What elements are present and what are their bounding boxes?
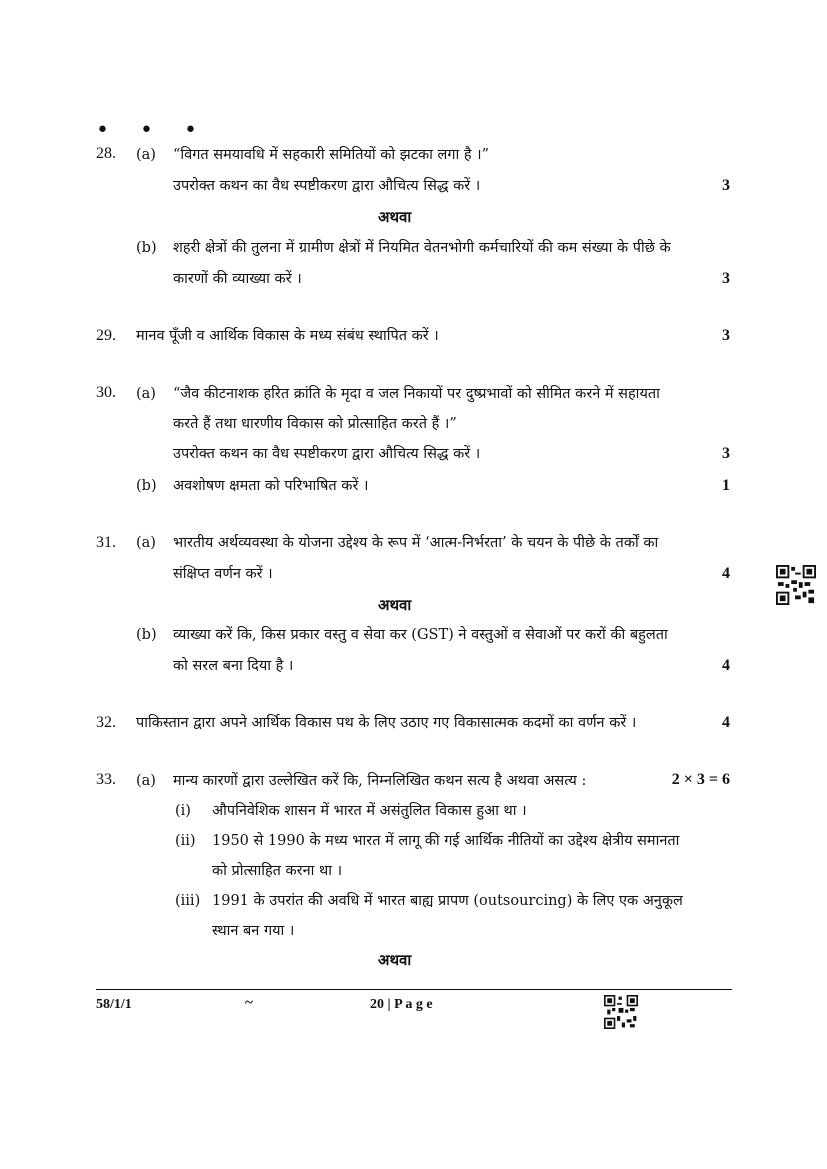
q30-a-label: (a) xyxy=(136,386,156,402)
q29-text: मानव पूँजी व आर्थिक विकास के मध्य संबंध स्थापित करें । xyxy=(136,328,439,344)
q31-a-label: (a) xyxy=(136,535,156,551)
question-number-29: 29. xyxy=(96,327,116,344)
q33-item-label: (i) xyxy=(175,803,191,819)
question-number-33: 33. xyxy=(96,771,116,788)
q30-b-label: (b) xyxy=(136,478,157,494)
q28-b-marks: 3 xyxy=(722,270,730,287)
q32-marks: 4 xyxy=(722,714,730,731)
q28-a-label: (a) xyxy=(136,147,156,163)
q31-a-line2: संक्षिप्त वर्णन करें । xyxy=(173,566,273,582)
q31-a-line1: भारतीय अर्थव्यवस्था के योजना उद्देश्य के रूप में ‘आत्म-निर्भरता’ के चयन के पीछे के तर्कों का xyxy=(173,535,659,551)
q30-a-line3: उपरोक्त कथन का वैध स्पष्टीकरण द्वारा औचित्य सिद्ध करें । xyxy=(173,446,481,462)
q28-a-marks: 3 xyxy=(722,177,730,194)
q28-b-label: (b) xyxy=(136,240,157,256)
q28-or-label: अथवा xyxy=(378,208,412,226)
q30-b-marks: 1 xyxy=(722,477,730,494)
q33-a-marks: 2 × 3 = 6 xyxy=(671,771,730,788)
q33-item-line2: स्थान बन गया । xyxy=(212,923,295,939)
q28-b-line2: कारणों की व्याख्या करें । xyxy=(173,271,302,287)
q31-b-line1: व्याख्या करें कि, किस प्रकार वस्तु व सेवा कर (GST) ने वस्तुओं व सेवाओं पर करों की बहुलता xyxy=(173,627,668,643)
q28-b-line1: शहरी क्षेत्रों की तुलना में ग्रामीण क्षेत्रों में नियमित वेतनभोगी कर्मचारियों की कम संख्या के पीछे के xyxy=(173,240,671,256)
q33-or-label: अथवा xyxy=(378,951,412,969)
q30-b-line1: अवशोषण क्षमता को परिभाषित करें । xyxy=(173,478,369,494)
footer-divider xyxy=(96,989,732,990)
q32-text: पाकिस्तान द्वारा अपने आर्थिक विकास पथ के लिए उठाए गए विकासात्मक कदमों का वर्णन करें । xyxy=(136,715,637,731)
q33-item-line2: को प्रोत्साहित करना था । xyxy=(212,863,343,879)
q31-a-marks: 4 xyxy=(722,565,730,582)
q33-item-label: (iii) xyxy=(175,893,201,909)
q33-a-label: (a) xyxy=(136,773,156,789)
q33-item-line1: 1950 से 1990 के मध्य भारत में लागू की गई आर्थिक नीतियों का उद्देश्य क्षेत्रीय समानता xyxy=(212,833,680,849)
side-qr-code-icon xyxy=(776,565,816,605)
q33-item-label: (ii) xyxy=(175,833,196,849)
q33-item-line1: औपनिवेशिक शासन में भारत में असंतुलित विकास हुआ था । xyxy=(212,803,527,819)
q30-a-line1: “जैव कीटनाशक हरित क्रांति के मृदा व जल निकायों पर दुष्प्रभावों को सीमित करने में सहायता xyxy=(173,386,660,402)
question-number-30: 30. xyxy=(96,384,116,401)
footer-tilde: ~ xyxy=(245,995,253,1011)
q33-item-line1: 1991 के उपरांत की अवधि में भारत बाह्य प्रापण (outsourcing) के लिए एक अनुकूल xyxy=(212,893,683,909)
footer-page-number: 20 | P a g e xyxy=(370,997,433,1012)
q33-a-line1: मान्य कारणों द्वारा उल्लेखित करें कि, निम्नलिखित कथन सत्य है अथवा असत्य : xyxy=(173,773,587,789)
q31-b-label: (b) xyxy=(136,627,157,643)
footer-qr-code-icon xyxy=(604,995,638,1029)
q28-a-line2: उपरोक्त कथन का वैध स्पष्टीकरण द्वारा औचित्य सिद्ध करें । xyxy=(173,178,481,194)
page-dots: • • • xyxy=(96,118,209,143)
question-number-28: 28. xyxy=(96,145,116,162)
q29-marks: 3 xyxy=(722,327,730,344)
q30-a-line2: करते हैं तथा धारणीय विकास को प्रोत्साहित करते हैं ।” xyxy=(173,416,457,432)
question-number-32: 32. xyxy=(96,714,116,731)
q31-b-marks: 4 xyxy=(722,657,730,674)
q28-a-line1: “विगत समयावधि में सहकारी समितियों को झटका लगा है ।” xyxy=(173,147,490,163)
q30-a-marks: 3 xyxy=(722,445,730,462)
q31-or-label: अथवा xyxy=(378,596,412,614)
footer-paper-code: 58/1/1 xyxy=(96,997,132,1012)
q31-b-line2: को सरल बना दिया है । xyxy=(173,658,294,674)
question-number-31: 31. xyxy=(96,534,116,551)
